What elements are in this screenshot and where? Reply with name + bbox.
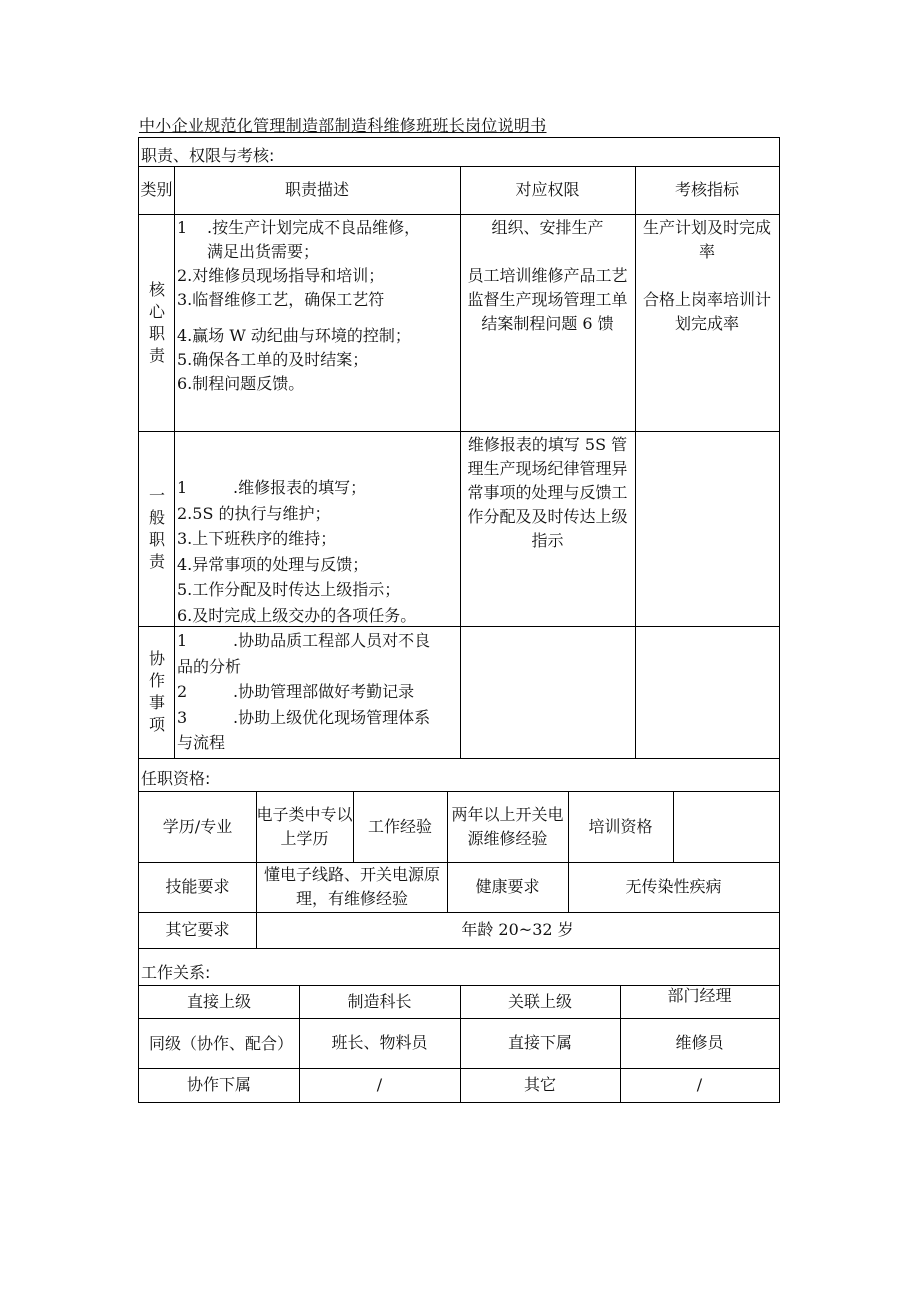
peer-value: 班长、物料员 <box>331 1033 428 1052</box>
list-item: 5.工作分配及时传达上级指示； <box>177 580 401 599</box>
list-item: 2 .协助管理部做好考勤记录 <box>177 682 415 701</box>
header-kpi: 考核指标 <box>674 180 739 199</box>
list-item: 满足出货需要； <box>207 242 320 261</box>
divider <box>174 166 175 758</box>
list-item: 4.异常事项的处理与反馈； <box>177 554 369 574</box>
divider <box>139 758 779 759</box>
section-heading-relations: 工作关系: <box>141 963 211 982</box>
list-item: 与流程 <box>177 733 226 752</box>
training-label: 培训资格 <box>588 816 653 836</box>
other-req-value: 年龄 20~32 岁 <box>461 920 574 939</box>
divider <box>635 166 636 758</box>
training-value <box>673 791 779 862</box>
coop-subordinate-value: / <box>376 1075 383 1094</box>
list-item: 品的分析 <box>177 656 242 676</box>
general-authority: 维修报表的填写 5S 管理生产现场纪律管理异常事项的处理与反馈工作分配及及时传达上级指示 <box>467 435 628 550</box>
cooperation-list <box>177 628 459 756</box>
header-category-label: 类别 <box>140 180 173 199</box>
divider <box>139 431 779 432</box>
job-description-table <box>138 137 780 1103</box>
core-kpi-2: 合格上岗率培训计划完成率 <box>642 290 771 333</box>
header-description: 职责描述 <box>284 180 349 199</box>
experience-value: 两年以上开关电源维修经验 <box>451 804 564 848</box>
section-heading-qualifications: 任职资格: <box>141 769 211 788</box>
divider <box>139 948 779 949</box>
list-item: 5.确保各工单的及时结案； <box>177 350 369 369</box>
list-item: 6.制程问题反馈。 <box>177 374 305 393</box>
other-relation-label: 其它 <box>523 1075 556 1094</box>
related-superior-value: 部门经理 <box>667 986 732 1005</box>
other-req-label: 其它要求 <box>165 920 230 939</box>
skill-label: 技能要求 <box>165 877 230 896</box>
core-authority-2: 员工培训维修产品工艺监督生产现场管理工单结案制程问题 6 馈 <box>467 266 628 333</box>
list-item: 3 .协助上级优化现场管理体系 <box>177 707 431 727</box>
category-core-duties: 核心职责 <box>148 279 165 365</box>
list-item: 1 .维修报表的填写； <box>177 478 367 497</box>
list-item: 1 .协助品质工程部人员对不良 <box>177 631 431 650</box>
health-value: 无传染性疾病 <box>625 877 722 896</box>
divider <box>139 214 779 215</box>
related-superior-label: 关联上级 <box>507 991 572 1011</box>
superior-label: 直接上级 <box>186 991 251 1011</box>
list-item: 1 .按生产计划完成不良品维修， <box>177 218 421 237</box>
skill-value: 懂电子线路、开关电源原理，有维修经验 <box>263 865 440 908</box>
list-item: 3.临督维修工艺，确保工艺符 <box>177 290 385 309</box>
list-item: 4.赢场 W 动纪曲与环境的控制； <box>177 326 411 345</box>
document-title: 中小企业规范化管理制造部制造科维修班班长岗位说明书 <box>139 116 547 135</box>
core-duties-list <box>177 216 459 396</box>
health-label: 健康要求 <box>475 877 540 896</box>
coop-subordinate-label: 协作下属 <box>186 1075 251 1094</box>
category-cooperation: 协作事项 <box>148 649 165 734</box>
section-heading-duties: 职责、权限与考核: <box>141 146 275 165</box>
superior-value: 制造科长 <box>347 991 412 1011</box>
list-item: 6.及时完成上级交办的各项任务。 <box>177 605 417 625</box>
education-label: 学历/专业 <box>162 816 233 836</box>
core-kpi-1: 生产计划及时完成率 <box>642 218 771 261</box>
experience-label: 工作经验 <box>367 816 432 836</box>
header-authority: 对应权限 <box>515 180 580 199</box>
general-duties-list <box>177 475 459 628</box>
subordinate-value: 维修员 <box>675 1033 724 1052</box>
header-category <box>139 166 174 214</box>
other-relation-value: / <box>696 1075 703 1094</box>
divider <box>460 166 461 758</box>
education-value: 电子类中专以上学历 <box>256 804 353 848</box>
category-general-duties: 一般职责 <box>148 485 165 571</box>
subordinate-label: 直接下属 <box>507 1033 572 1052</box>
peer-label: 同级（协作、配合） <box>148 1033 293 1053</box>
list-item: 2.5S 的执行与维护； <box>177 503 331 523</box>
core-authority-1: 组织、安排生产 <box>491 218 604 237</box>
list-item: 3.上下班秩序的维持； <box>177 529 337 548</box>
list-item: 2.对维修员现场指导和培训； <box>177 266 385 285</box>
